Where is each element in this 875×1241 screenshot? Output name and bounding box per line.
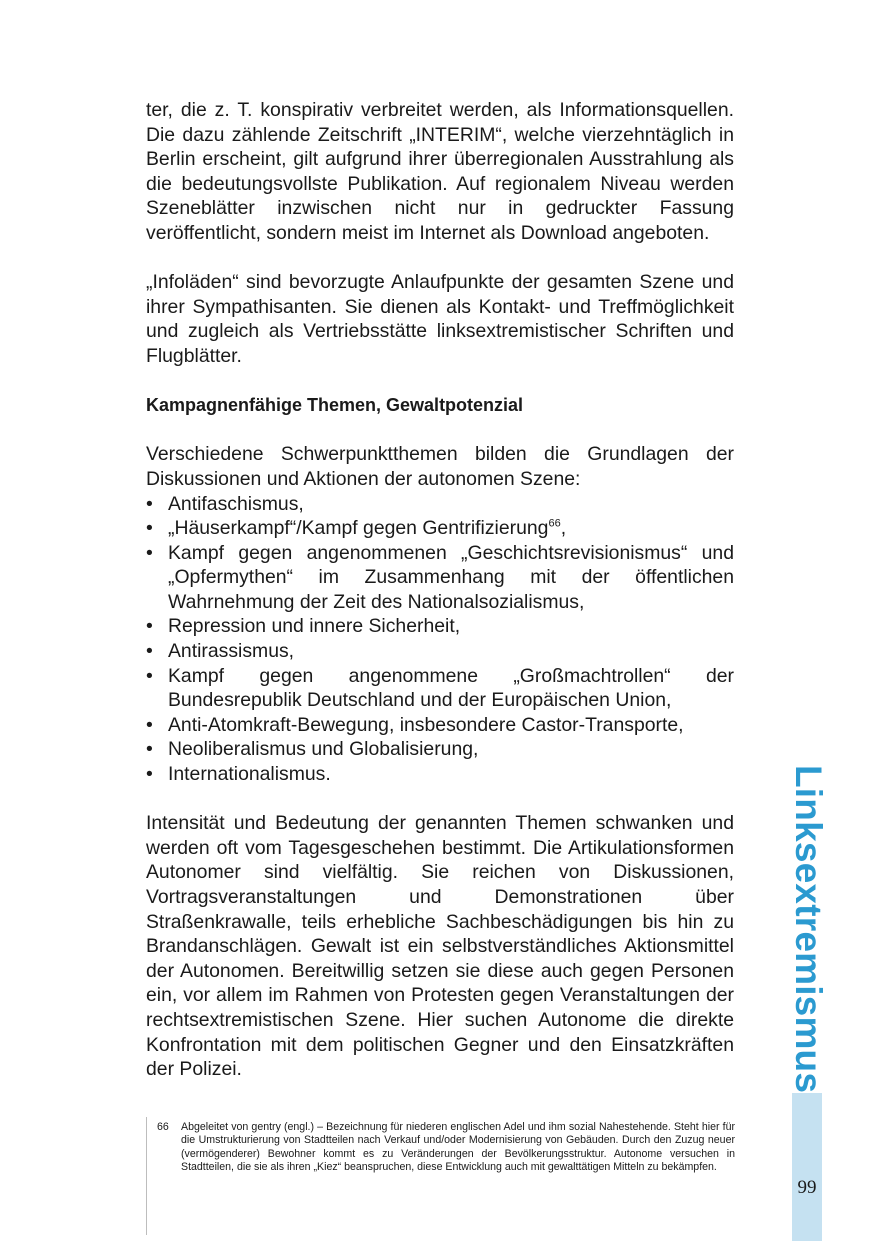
bullet-icon: •	[146, 492, 153, 515]
section-heading: Kampagnenfähige Themen, Gewaltpotenzial	[146, 395, 524, 416]
list-item	[146, 541, 734, 615]
list-item-text: Kampf gegen angenommenen „Geschichtsrevisionismus“ und „Opfermythen“ im Zusammenhang mit der öffentlichen Wahrnehmung der Zeit des Nationalsozialismus,	[168, 541, 734, 613]
paragraph-gap	[146, 246, 734, 271]
list-item	[146, 614, 734, 639]
list-item-text: Repression und innere Sicherheit,	[168, 615, 461, 638]
list-item	[146, 492, 734, 517]
footnote-text: Abgeleitet von gentry (engl.) – Bezeichnung für niederen englischen Adel und ihm sozial Nahestehende. Steht hier für die Umstrukturierung von Stadtteilen nach Verkauf und/oder Modernisierung von Gebäuden. Durch den Zuzug neuer (vermögenderer) Bewohner kommt es zu Veränderungen der Bevölkerungsstruktur. Autonome versuchen in Stadtteilen, die sie als ihren „Kiez“ beanspruchen, diese Entwicklung auch mit gewalttätigen Mitteln zu bekämpfen.	[181, 1121, 735, 1173]
bullet-icon: •	[146, 541, 153, 564]
list-item-text: „Häuserkampf“/Kampf gegen Gentrifizierung	[168, 517, 549, 540]
list-item-text: Antirassismus,	[168, 640, 295, 663]
footnote-number: 66	[157, 1121, 169, 1133]
paragraph-gap	[146, 787, 734, 812]
footnote	[157, 1121, 735, 1174]
footnote-area	[146, 1117, 735, 1235]
list-item-text: Antifaschismus,	[168, 492, 304, 515]
list-item	[146, 737, 734, 762]
chapter-side-title: Linksextremismus	[788, 765, 829, 1094]
bullet-icon: •	[146, 738, 153, 761]
footnote-reference[interactable]: 66	[548, 517, 561, 530]
bullet-icon: •	[146, 640, 153, 663]
bullet-icon: •	[146, 763, 153, 786]
paragraph-gap	[146, 418, 734, 443]
themes-list	[146, 492, 734, 787]
paragraph-infolaeden: „Infoläden“ sind bevorzugte Anlaufpunkte der gesamten Szene und ihrer Sympathisanten. Sie dienen als Kontakt- und Treffmöglichkeit und zugleich als Vertriebsstätte linksextremistischer Schriften und Flugblätter.	[146, 271, 734, 367]
bullet-icon: •	[146, 615, 153, 638]
list-item-punctuation: ,	[560, 517, 567, 540]
list-item	[146, 762, 734, 787]
list-item-text: Internationalismus.	[168, 763, 331, 786]
list-item	[146, 664, 734, 713]
list-item-text: Neoliberalismus und Globalisierung,	[168, 738, 479, 761]
list-item	[146, 713, 734, 738]
page-number-tab	[792, 1093, 822, 1241]
bullet-icon: •	[146, 517, 153, 540]
main-text-column	[146, 98, 734, 1082]
paragraph-themes-intro: Verschiedene Schwerpunktthemen bilden die Grundlagen der Diskussionen und Aktionen der autonomen Szene:	[146, 443, 734, 490]
paragraph-violence: Intensität und Bedeutung der genannten Themen schwanken und werden oft vom Tagesgeschehen bestimmt. Die Artikulationsformen Autonomer sind vielfältig. Sie reichen von Diskussionen, Vortragsveranstaltungen und Demonstrationen über Straßenkrawalle, teils erhebliche Sachbeschädigungen bis hin zu Brandanschlägen. Gewalt ist ein selbstverständliches Aktionsmittel der Autonomen. Bereitwillig setzen sie diese auch gegen Personen ein, vor allem im Rahmen von Protesten gegen Veranstaltungen der rechtsextremistischen Szene. Hier suchen Autonome die direkte Konfrontation mit dem politischen Gegner und den Einsatzkräften der Polizei.	[146, 812, 734, 1081]
list-item	[146, 639, 734, 664]
bullet-icon: •	[146, 664, 153, 687]
paragraph-publications: ter, die z. T. konspirativ verbreitet werden, als Informationsquellen. Die dazu zählende Zeitschrift „INTERIM“, welche vierzehntäglich in Berlin erscheint, gilt aufgrund ihrer überregionalen Ausstrahlung als die bedeutungsvollste Publikation. Auf regionalem Niveau werden Szeneblätter inzwischen nicht nur in gedruckter Fassung veröffentlicht, sondern meist im Internet als Download angeboten.	[146, 99, 734, 244]
paragraph-gap	[146, 369, 734, 394]
page-number: 99	[797, 1177, 817, 1198]
list-item-text: Kampf gegen angenommene „Großmachtrollen“ der Bundesrepublik Deutschland und der Europäischen Union,	[168, 664, 734, 712]
bullet-icon: •	[146, 713, 153, 736]
list-item-text: Anti-Atomkraft-Bewegung, insbesondere Castor-Transporte,	[168, 713, 684, 736]
list-item	[146, 516, 734, 541]
